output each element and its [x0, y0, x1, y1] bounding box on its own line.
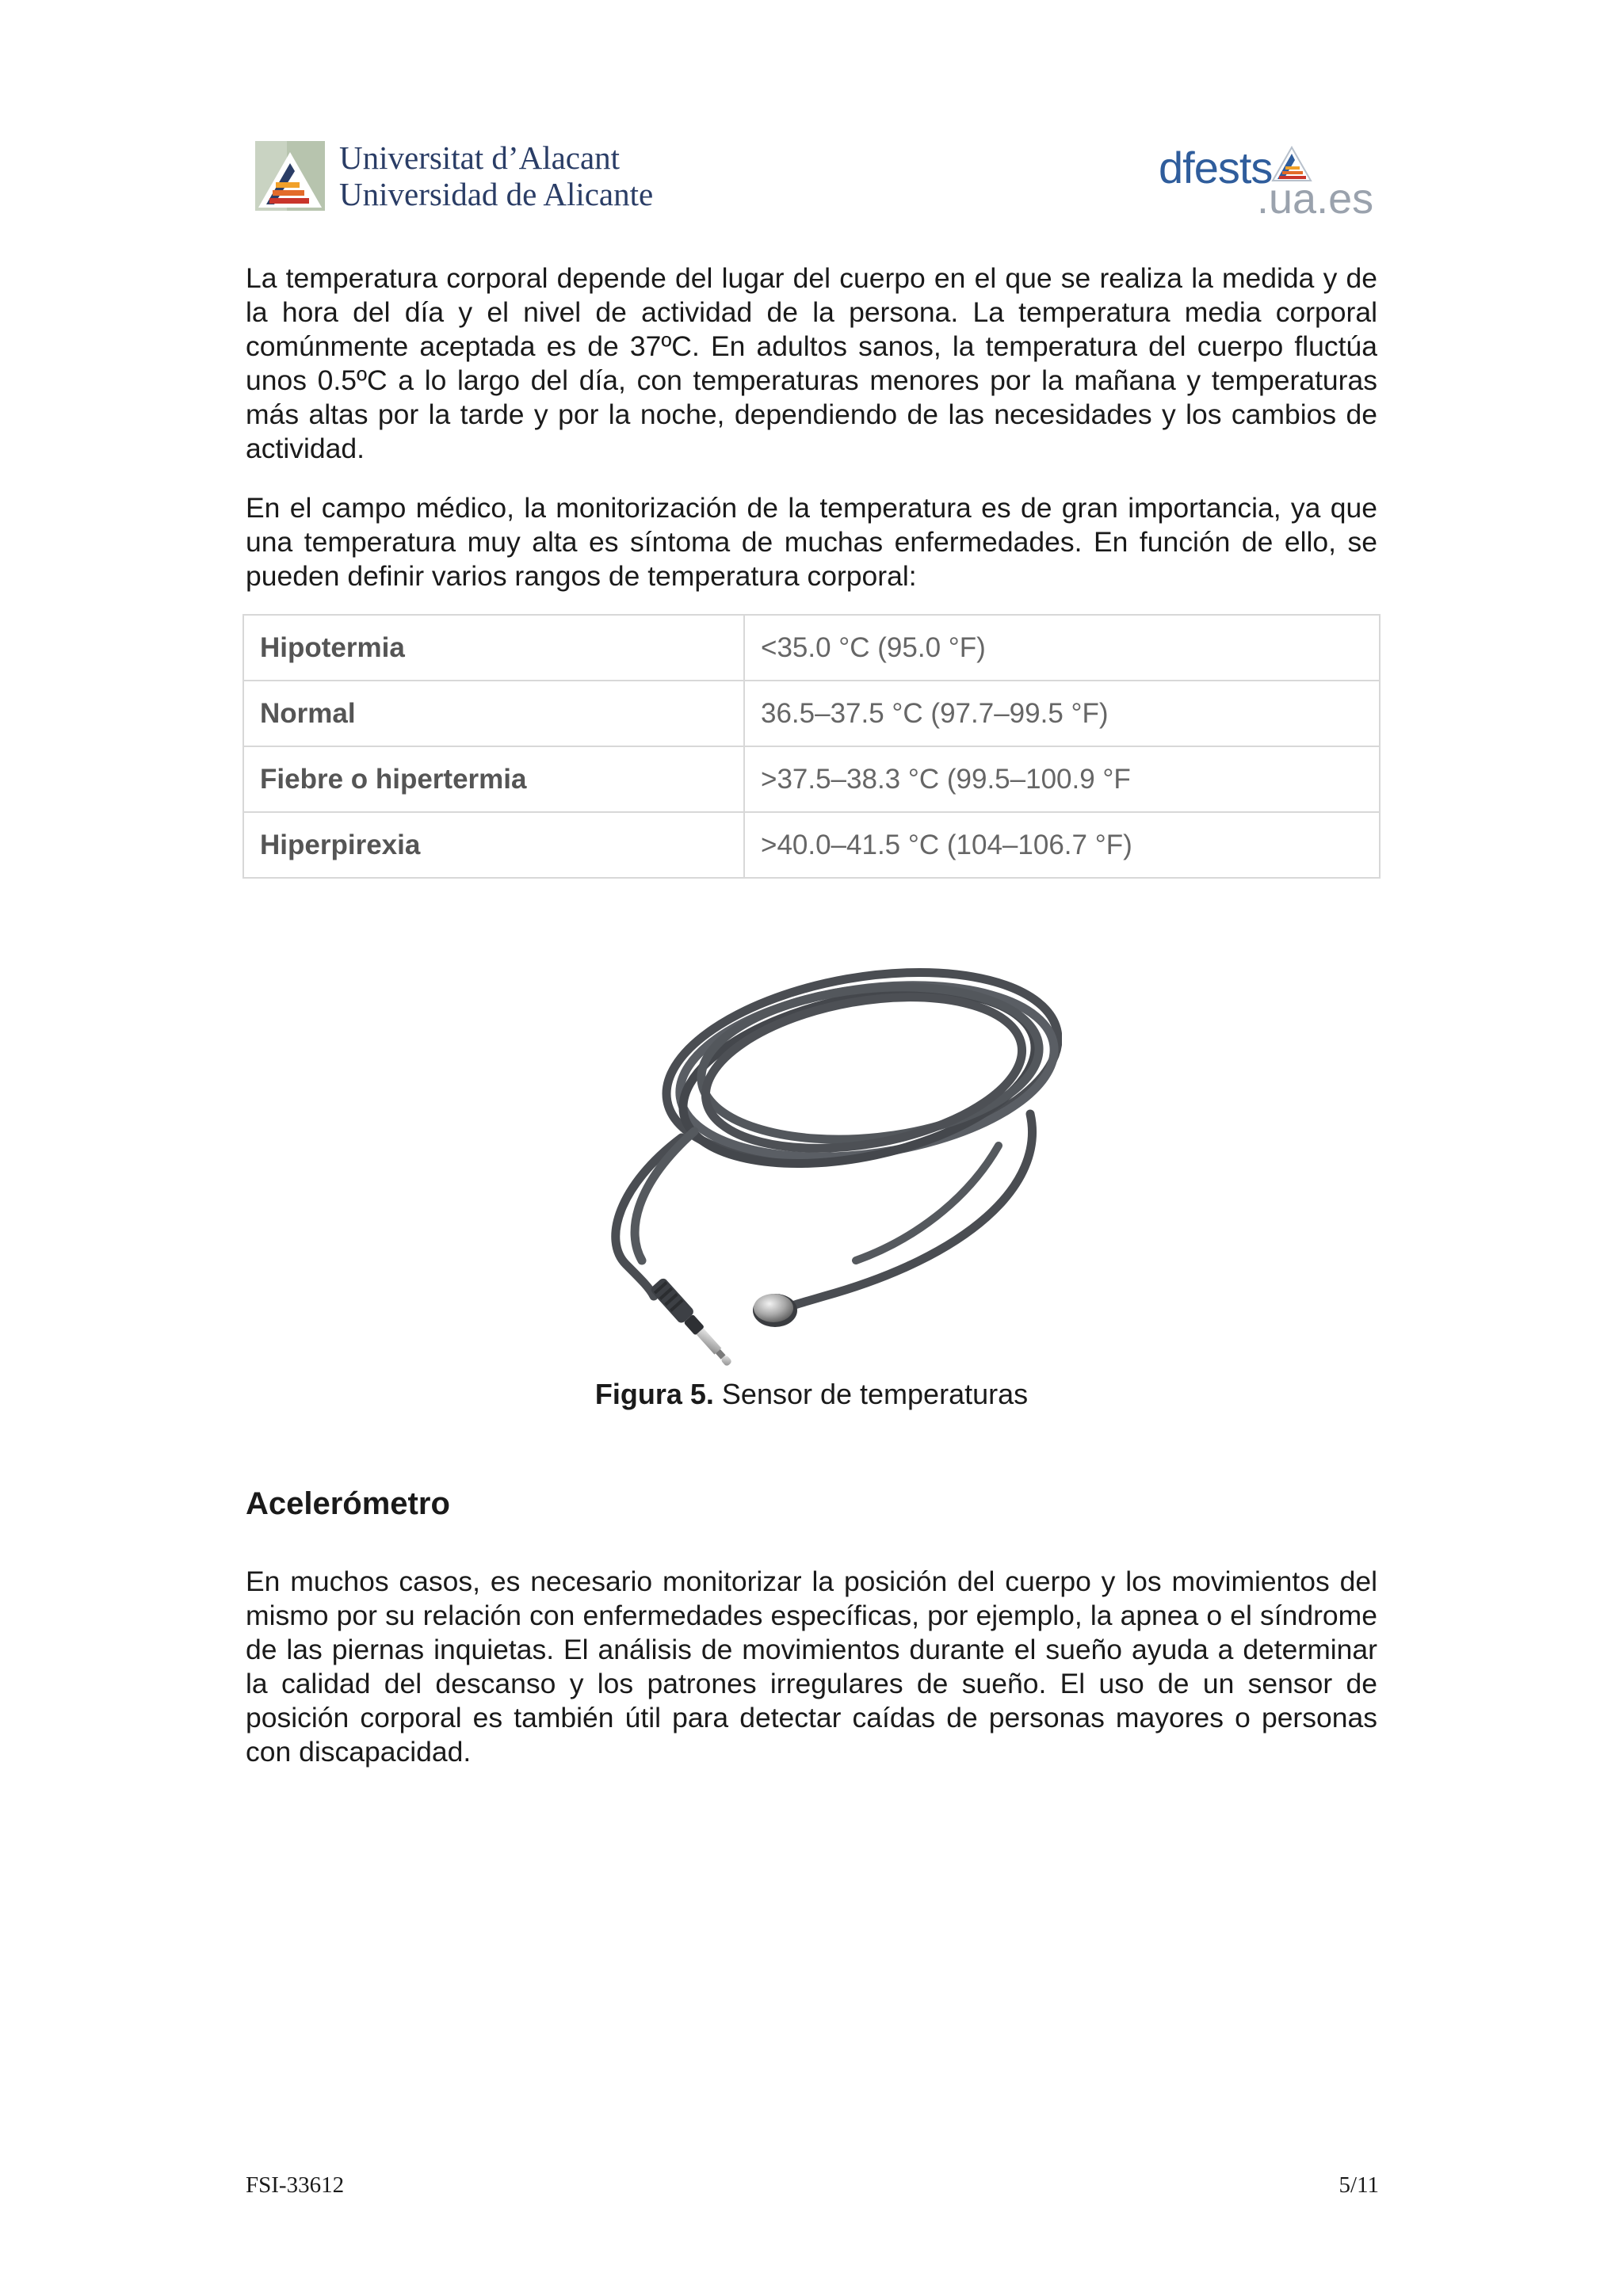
figure-caption: [0, 1377, 1623, 1412]
temperature-range-table: [242, 614, 1381, 879]
footer-page-number: 5/11: [1338, 2172, 1379, 2198]
range-value: >37.5–38.3 °C (99.5–100.9 °F: [744, 746, 1380, 812]
university-emblem-icon: [255, 141, 325, 211]
range-value: <35.0 °C (95.0 °F): [744, 615, 1380, 681]
table-row: [243, 615, 1380, 681]
range-label: Hipotermia: [243, 615, 744, 681]
university-name-line2: Universidad de Alicante: [339, 176, 654, 212]
dfests-logo-domain: .ua.es: [1257, 175, 1374, 223]
table-row: [243, 812, 1380, 878]
section-heading: Acelerómetro: [246, 1486, 450, 1521]
section-paragraph: En muchos casos, es necesario monitorizar la posición del cuerpo y los movimientos del mismo por su relación con enfermedades específicas, por ejemplo, la apnea o el síndrome de las piernas inquietas. El análisis de movimientos durante el sueño ayuda a determinar la calidad del descanso y los patrones irregulares de sueño. El uso de un sensor de posición corporal es también útil para detectar caídas de personas mayores o personas con discapacidad.: [246, 1566, 1377, 1768]
university-name-line1: Universitat d’Alacant: [339, 139, 621, 176]
range-value: 36.5–37.5 °C (97.7–99.5 °F): [744, 681, 1380, 746]
university-name: [339, 139, 653, 212]
table-row: [243, 746, 1380, 812]
range-label: Fiebre o hipertermia: [243, 746, 744, 812]
table-row: [243, 681, 1380, 746]
body-paragraph-1: La temperatura corporal depende del lugar del cuerpo en el que se realiza la medida y de la hora del día y el nivel de actividad de la persona. La temperatura media corporal comúnmente aceptada es de 37ºC. En adultos sanos, la temperatura del cuerpo fluctúa unos 0.5ºC a lo largo del día, con temperaturas menores por la mañana y temperaturas más altas por la tarde y por la noche, dependiendo de las necesidades y los cambios de actividad.: [246, 262, 1377, 464]
range-label: Normal: [243, 681, 744, 746]
figure-caption-text: Sensor de temperaturas: [713, 1378, 1029, 1410]
footer-doc-code: FSI-33612: [246, 2172, 345, 2198]
dfests-logo: [1159, 144, 1381, 223]
temperature-sensor-image: [555, 948, 1062, 1367]
range-value: >40.0–41.5 °C (104–106.7 °F): [744, 812, 1380, 878]
range-label: Hiperpirexia: [243, 812, 744, 878]
body-paragraph-2: En el campo médico, la monitorización de la temperatura es de gran importancia, ya que una temperatura muy alta es síntoma de muchas enfermedades. En función de ello, se pueden definir varios rangos de temperatura corporal:: [246, 492, 1377, 592]
university-logo: [255, 139, 667, 215]
figure-caption-label: Figura 5.: [594, 1378, 714, 1410]
dfests-logo-main: dfests: [1159, 143, 1273, 193]
